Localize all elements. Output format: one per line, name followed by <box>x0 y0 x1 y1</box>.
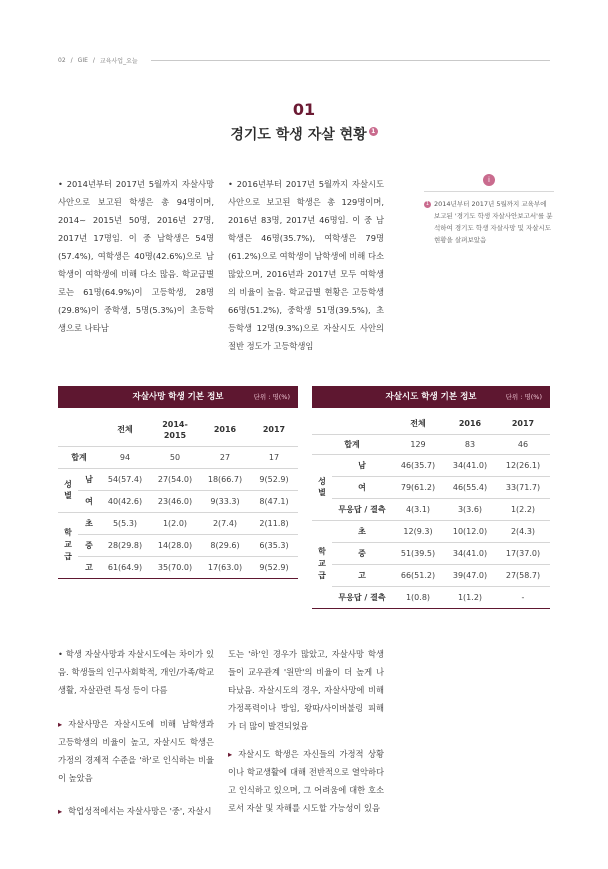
table2-group-school-text: 학교급 <box>318 547 326 580</box>
table2-row-label: 중 <box>332 542 392 564</box>
bottom-bullet-right-1 <box>228 745 384 817</box>
table2-cell: 1(2.2) <box>496 498 550 520</box>
table1 <box>58 414 298 579</box>
table1-cell: 50 <box>150 446 200 468</box>
table1-row-label: 여 <box>78 490 100 512</box>
table2-cell: 17(37.0) <box>496 542 550 564</box>
table2-row-label: 고 <box>332 564 392 586</box>
bottom-bullet-left-1 <box>58 715 214 787</box>
section-title-wrap <box>0 124 608 144</box>
table1-header: 전체 <box>100 414 150 446</box>
table1-cell: 9(33.3) <box>200 490 250 512</box>
table2-title: 자살시도 학생 기본 정보 <box>385 392 477 402</box>
note-number: 1 <box>425 201 430 207</box>
intro-paragraph-right: • 2016년부터 2017년 5월까지 자살시도 사안으로 보고된 학생은 총 129명이며, 2016년 83명, 2017년 46명임. 이 중 남학생은 46명(35.7%), 여학생은 79명(61.2%)으로 여학생이 남학생에 비해 다소 많았으며, 2016년과 2017년 모두 여학생의 비율이 높음. 학교급별 현황은 고등학생 66명(51.2%), 중학생 51명(39.5%), 초등학생 12명(9.3%)으로 자살시도 사안의 절반 정도가 고등학생임 <box>228 179 384 351</box>
footnote-marker[interactable]: 1 <box>369 127 378 136</box>
table2-title-bar <box>312 386 550 408</box>
table1-row-label: 남 <box>78 468 100 490</box>
bullet-text: 자살사망은 자살시도에 비해 남학생과 고등학생의 비율이 높고, 자살시도 학생은 가정의 경제적 수준을 '하'로 인식하는 비율이 높았음 <box>58 719 214 783</box>
table1-cell: 6(35.3) <box>250 534 298 556</box>
header-divider <box>151 60 550 61</box>
bottom-paragraph-left: • 학생 자살사망과 자살시도에는 차이가 있음. 학생들의 인구사회학적, 개인/가족/학교생활, 자살관련 특성 등이 다름 <box>58 649 214 695</box>
table2-cell: 27(58.7) <box>496 564 550 586</box>
header-section: 교육사업_요늘 <box>99 57 138 65</box>
table1-group-school <box>58 512 78 578</box>
table1-header <box>150 414 200 446</box>
table2-header: 2017 <box>496 414 550 434</box>
table1-cell: 54(57.4) <box>100 468 150 490</box>
table1-row-label: 중 <box>78 534 100 556</box>
table2-cell: 10(12.0) <box>444 520 496 542</box>
table2-cell: 51(39.5) <box>392 542 444 564</box>
section-title: 경기도 학생 자살 현황 <box>230 127 367 143</box>
table1-cell: 1(2.0) <box>150 512 200 534</box>
side-note <box>424 174 554 246</box>
arrow-bullet-icon: ▸ <box>58 719 63 729</box>
table1-cell: 27(54.0) <box>150 468 200 490</box>
page-number: 02 <box>58 56 66 64</box>
table1-row-label: 초 <box>78 512 100 534</box>
table1-group-gender-text: 성별 <box>64 480 72 500</box>
table2-cell: 46(35.7) <box>392 454 444 476</box>
table2-cell: 39(47.0) <box>444 564 496 586</box>
table2-row-label: 초 <box>332 520 392 542</box>
table1-cell: 61(64.9) <box>100 556 150 578</box>
table2-cell: 34(41.0) <box>444 542 496 564</box>
bullet-text: 자살시도 학생은 자신들의 가정적 상황이나 학교생활에 대해 전반적으로 열악하다고 인식하고 있으며, 그 어려움에 대한 호소로서 자살 및 자해를 시도할 가능성이 있음 <box>228 749 384 813</box>
table1-cell: 14(28.0) <box>150 534 200 556</box>
table2-cell: 1(0.8) <box>392 586 444 608</box>
table2-group-gender <box>312 454 332 520</box>
table1-unit: 단위 : 명(%) <box>253 393 290 401</box>
info-icon: i <box>483 174 495 186</box>
header-sep-2: / <box>92 56 95 64</box>
table1-cell: 35(70.0) <box>150 556 200 578</box>
table1-cell: 23(46.0) <box>150 490 200 512</box>
table2-cell: 4(3.1) <box>392 498 444 520</box>
table1-header: 2017 <box>250 414 298 446</box>
table2-cell: - <box>496 586 550 608</box>
table1-cell: 9(52.9) <box>250 468 298 490</box>
table2-total-label: 합계 <box>312 434 392 454</box>
table2-header: 전체 <box>392 414 444 434</box>
table2-cell: 1(1.2) <box>444 586 496 608</box>
table2 <box>312 414 550 609</box>
header-brand: GIE <box>77 56 88 64</box>
table1-cell: 8(47.1) <box>250 490 298 512</box>
table2-cell: 66(51.2) <box>392 564 444 586</box>
table2-cell: 34(41.0) <box>444 454 496 476</box>
table1-cell: 40(42.6) <box>100 490 150 512</box>
table2-cell: 2(4.3) <box>496 520 550 542</box>
bottom-bullet-left-2 <box>58 802 214 820</box>
intro-paragraph-left: • 2014년부터 2017년 5월까지 자살사망 사안으로 보고된 학생은 총 94명이며, 2014~ 2015년 50명, 2016년 27명, 2017년 17명임. 이 중 남학생은 54명(57.4%), 여학생은 40명(42.6%)으로 남학생이 여학생에 비해 다소 많음. 학교급별로는 61명(64.9%)이 고등학생, 28명(29.8%)이 중학생, 5명(5.3%)이 초등학생으로 나타남 <box>58 179 214 333</box>
note-divider <box>424 191 554 192</box>
bottom-paragraph-right: 도는 '하'인 경우가 많았고, 자살사망 학생들이 교우관계 '원만'의 비율이 더 높게 나타났음. 자살시도의 경우, 자살사망에 비해 가정폭력이나 방임, 왕따/사이버불링 피해가 더 많이 발견되었음 <box>228 649 384 731</box>
bullet-text: 학업성적에서는 자살사망은 '중', 자살시 <box>68 806 212 816</box>
note-text-wrap <box>424 198 554 246</box>
table2-cell: 3(3.6) <box>444 498 496 520</box>
table1-cell: 2(11.8) <box>250 512 298 534</box>
table1-cell: 9(52.9) <box>250 556 298 578</box>
table1-cell: 2(7.4) <box>200 512 250 534</box>
table1-cell: 8(29.6) <box>200 534 250 556</box>
table2-corner <box>312 414 392 434</box>
table1-row-label: 고 <box>78 556 100 578</box>
table1-group-gender <box>58 468 78 512</box>
table2-cell: 46 <box>496 434 550 454</box>
table2-group-school <box>312 520 332 608</box>
table2-row-label: 여 <box>332 476 392 498</box>
arrow-bullet-icon: ▸ <box>228 749 233 759</box>
table1-header: 2016 <box>200 414 250 446</box>
table2-unit: 단위 : 명(%) <box>505 393 542 401</box>
table2-row-label: 남 <box>332 454 392 476</box>
table1-header-text: 2014-2015 <box>162 419 188 440</box>
table1-title-bar <box>58 386 298 408</box>
table1-cell: 17(63.0) <box>200 556 250 578</box>
header-sep-1: / <box>70 56 73 64</box>
arrow-bullet-icon: ▸ <box>58 806 63 816</box>
table2-cell: 129 <box>392 434 444 454</box>
table2-cell: 12(26.1) <box>496 454 550 476</box>
table1-cell: 17 <box>250 446 298 468</box>
note-text: 2014년부터 2017년 5월까지 교육부에 보고된 '경기도 학생 자살사안보고서'를 분석하여 경기도 학생 자살사망 및 자살시도 현황을 살펴보았음 <box>434 200 553 244</box>
table2-cell: 46(55.4) <box>444 476 496 498</box>
page-header <box>58 54 550 66</box>
table1-cell: 28(29.8) <box>100 534 150 556</box>
table1-total-label: 합계 <box>58 446 100 468</box>
table2-row-label: 무응답 / 결측 <box>332 586 392 608</box>
table2-group-gender-text: 성별 <box>318 477 326 497</box>
table1-corner <box>58 414 100 446</box>
table2-row-label: 무응답 / 결측 <box>332 498 392 520</box>
table1-group-school-text: 학교급 <box>64 528 72 561</box>
section-number: 01 <box>292 100 316 119</box>
table2-cell: 33(71.7) <box>496 476 550 498</box>
table2-cell: 12(9.3) <box>392 520 444 542</box>
table1-cell: 27 <box>200 446 250 468</box>
table1-cell: 5(5.3) <box>100 512 150 534</box>
table2-cell: 83 <box>444 434 496 454</box>
table1-cell: 94 <box>100 446 150 468</box>
table2-header: 2016 <box>444 414 496 434</box>
table1-cell: 18(66.7) <box>200 468 250 490</box>
table2-cell: 79(61.2) <box>392 476 444 498</box>
table1-title: 자살사망 학생 기본 정보 <box>132 392 224 402</box>
